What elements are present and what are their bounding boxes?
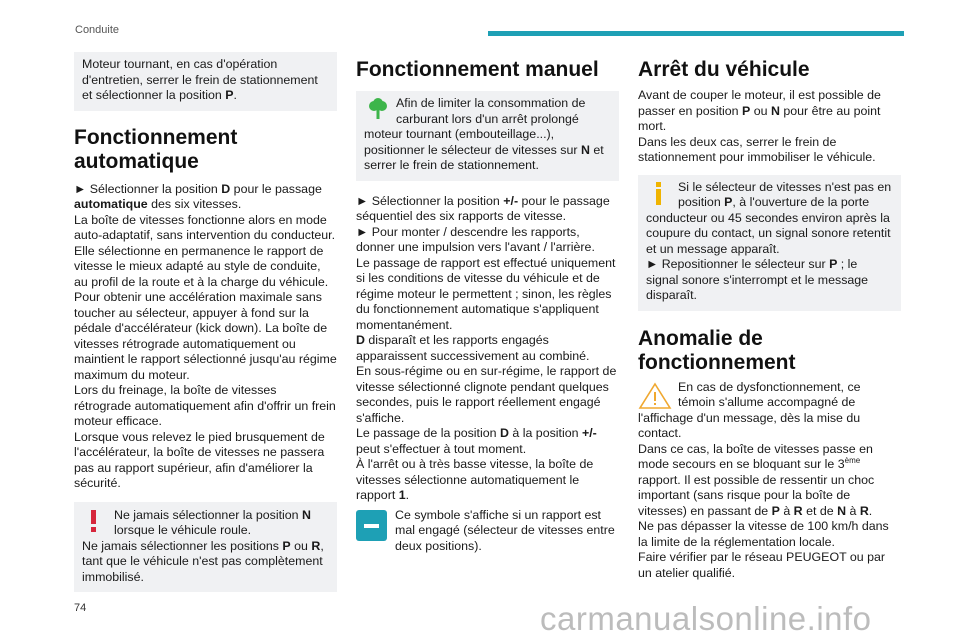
note-text: Moteur tournant, en cas d'opération d'entretien, serrer le frein de stationnement et sélectionner la position P.	[82, 57, 318, 102]
manual-body: ► Sélectionner la position +/- pour le passage séquentiel des six rapports de vitesse. ► Pour monter / descendre les rapports, donner une impulsion vers l'avant / l'arrière. Le passage de rapport est effectué uniquement si les conditions de vitesse du véhicule et de régime moteur le permettent ; sinon, les règles du fonctionnement automatique s'appliquent momentanément. D disparaît et les rapports engagés apparaissent successivement au combiné. En sous-régime ou en sur-régime, le rapport de vitesse sélectionné clignote pendant quelques secondes, puis le rapport réellement engagé s'affiche. Le passage de la position D à la position +/- peut s'effectuer à tout moment. À l'arrêt ou à très basse vitesse, la boîte de vitesses sélectionne automatiquement le rapport 1.	[356, 193, 617, 502]
page-number: 74	[74, 602, 87, 614]
header-accent-bar	[488, 31, 904, 36]
eco-text: Afin de limiter la consommation de carburant lors d'un arrêt prolongé moteur tournant (embouteillage...), positionner le sélecteur de vitesses sur N et serrer le frein de stationnement.	[364, 96, 604, 172]
warning-text: Ne jamais sélectionner la position N lorsque le véhicule roule. Ne jamais sélectionner les positions P ou R, tant que le véhicule n'est pas complètement immobilisé.	[82, 507, 324, 584]
automatic-body: ► Sélectionner la position D pour le passage automatique des six vitesses. La boîte de vitesses fonctionne alors en mode auto-adaptatif, sans intervention du conducteur. Elle sélectionne en permanence le rapport de vitesse le mieux adapté au style de conduite, au profil de la route et à la charge du véhicule. Pour obtenir une accélération maximale sans toucher au sélecteur, appuyer à fond sur la pédale d'accélérateur (kick down). La boîte de vitesses rétrograde automatiquement ou maintient le rapport sélectionné jusqu'au régime maximum du moteur. Lors du freinage, la boîte de vitesses rétrograde automatiquement afin d'offrir un frein moteur efficace. Lorsque vous relevez le pied brusquement de l'accélérateur, la boîte de vitesses ne passera pas au rapport supérieur, afin d'améliorer la sécurité.	[74, 181, 337, 490]
symbol-note	[356, 508, 619, 555]
heading-manual: Fonctionnement manuel	[356, 58, 599, 81]
info-box	[638, 175, 901, 311]
section-title: Conduite	[75, 24, 120, 36]
column-middle	[356, 52, 619, 554]
watermark: carmanualsonline.info	[540, 600, 872, 637]
info-icon	[646, 182, 672, 206]
gear-error-icon	[356, 510, 387, 541]
anomaly-body: En cas de dysfonctionnement, ce témoin s'allume accompagné de l'affichage d'un message, dès la mise du contact. Dans ce cas, la boîte de vitesses passe en mode secours en se bloquant sur le 3ème rapport. Il est possible de ressentir un choc important (sans risque pour la boîte de vitesses) en passant de P à R et de N à R. Ne pas dépasser la vitesse de 100 km/h dans la limite de la réglementation locale. Faire vérifier par le réseau PEUGEOT ou par un atelier qualifié.	[638, 379, 889, 580]
column-right	[638, 52, 901, 581]
heading-stop: Arrêt du véhicule	[638, 58, 810, 81]
note-box	[74, 52, 337, 111]
anomaly-section	[638, 380, 901, 582]
stop-body: Avant de couper le moteur, il est possible de passer en position P ou N pour être au point mort. Dans les deux cas, serrer le frein de stationnement pour immobiliser le véhicule.	[638, 88, 881, 164]
symbol-note-text: Ce symbole s'affiche si un rapport est mal engagé (sélecteur de vitesses entre deux positions).	[395, 507, 615, 553]
warning-icon	[82, 510, 108, 534]
heading-anomaly: Anomalie de fonctionnement	[638, 326, 796, 374]
heading-automatic: Fonctionnement automatique	[74, 125, 238, 173]
info-text: Si le sélecteur de vitesses n'est pas en position P, à l'ouverture de la porte conducteur ou 45 secondes environ après la coupure du contact, un signal sonore retentit et un message apparaît. ► Repositionner le sélecteur sur P ; le signal sonore s'interrompt et le message disparaît.	[646, 179, 892, 302]
column-left	[74, 52, 337, 592]
warning-box	[74, 502, 337, 593]
eco-tree-icon	[364, 98, 390, 122]
warning-triangle-icon	[638, 382, 672, 410]
eco-box	[356, 91, 619, 181]
